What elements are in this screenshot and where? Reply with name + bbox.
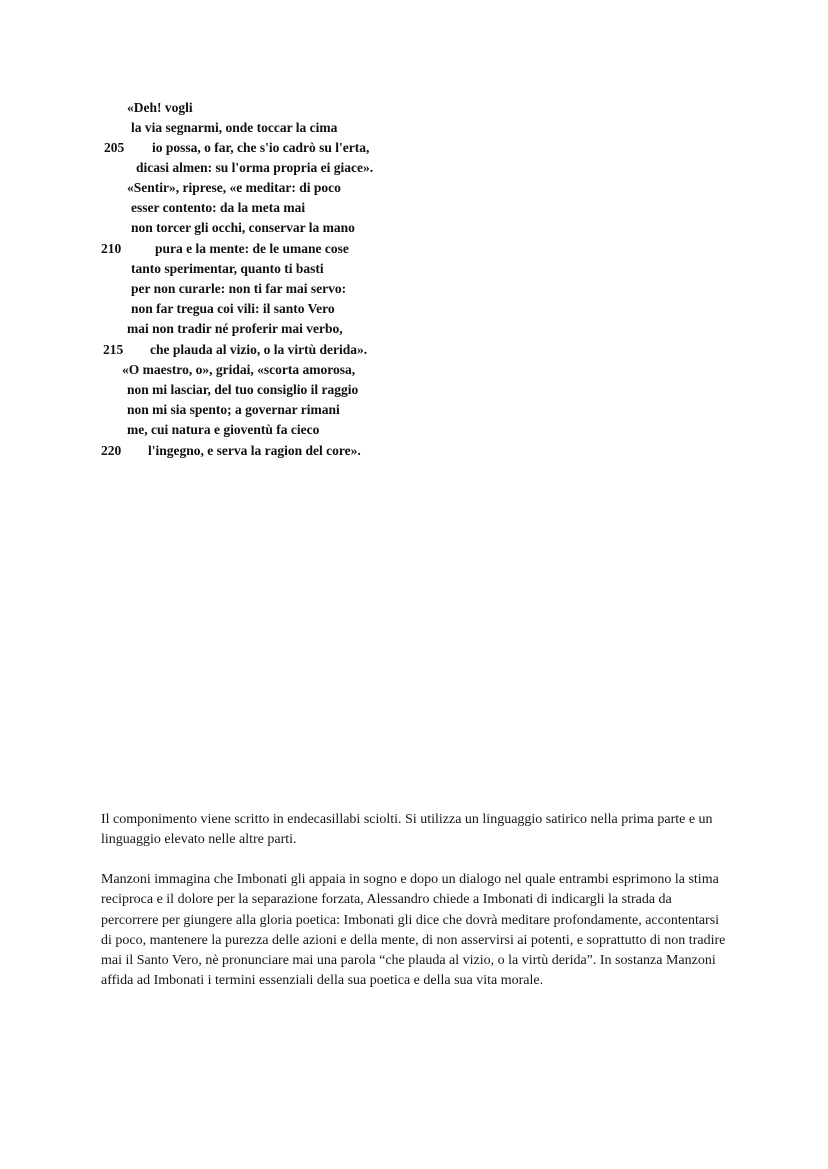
verse-number: 215 [103,342,124,357]
verse-line: dicasi almen: su l'orma propria ei giace». [136,160,374,175]
verse-line: «Sentir», riprese, «e meditar: di poco [127,180,341,195]
verse-line: tanto sperimentar, quanto ti basti [131,261,324,276]
verse-line: che plauda al vizio, o la virtù derida». [150,342,368,357]
verse-number: 205 [104,140,125,155]
verse-line: non mi lasciar, del tuo consiglio il raggio [127,382,359,397]
verse-line: non torcer gli occhi, conservar la mano [131,220,355,235]
verse-line: per non curarle: non ti far mai servo: [131,281,347,296]
verse-line: «Deh! vogli [127,100,193,115]
verse-line: la via segnarmi, onde toccar la cima [131,120,338,135]
verse-line: me, cui natura e gioventù fa cieco [127,422,320,437]
verse-line: esser contento: da la meta mai [131,200,306,215]
verse-line: io possa, o far, che s'io cadrò su l'erta, [152,140,370,155]
verse-line: l'ingegno, e serva la ragion del core». [148,443,361,458]
verse-line: mai non tradir né proferir mai verbo, [127,321,343,336]
verse-number: 210 [101,241,122,256]
verse-number: 220 [101,443,122,458]
commentary-paragraph-summary: Manzoni immagina che Imbonati gli appaia in sogno e dopo un dialogo nel quale entrambi esprimono la stima reciproca e il dolore per la separazione forzata, Alessandro chiede a Imbonati di indicargli la strada da percorrere per giungere alla gloria poetica: Imbonati gli dice che dovrà meditare profondamente, accontentarsi di poco, mantenere la purezza delle azioni e della mente, di non asservirsi ai potenti, e soprattutto di non tradire mai il Santo Vero, nè pronunciare mai una parola “che plauda al vizio, o la virtù derida”. In sostanza Manzoni affida ad Imbonati i termini essenziali della sua poetica e della sua vita morale. [101,872,726,989]
verse-line: non far tregua coi vili: il santo Vero [131,301,335,316]
verse-line: «O maestro, o», gridai, «scorta amorosa, [122,362,356,377]
verse-line: non mi sia spento; a governar rimani [127,402,340,417]
commentary-paragraph-meter: Il componimento viene scritto in endecasillabi sciolti. Si utilizza un linguaggio satirico nella prima parte e un linguaggio elevato nelle altre parti. [101,812,713,848]
verse-line: pura e la mente: de le umane cose [155,241,349,256]
